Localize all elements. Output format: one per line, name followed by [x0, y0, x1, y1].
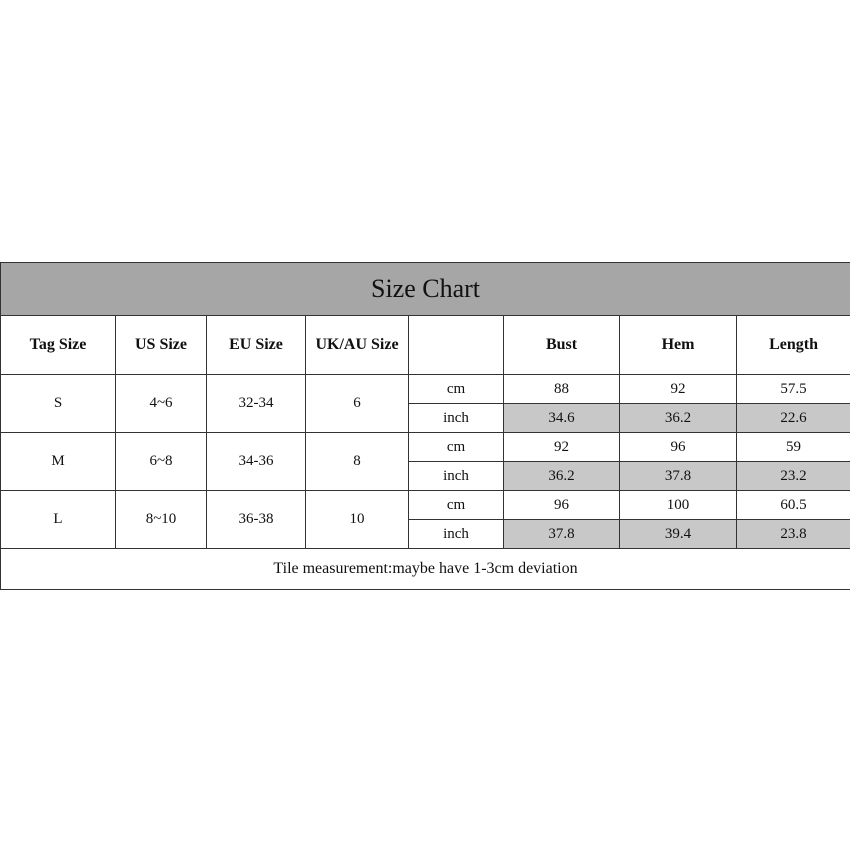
ukau-size-cell: 8	[306, 433, 409, 491]
hem-cell: 37.8	[620, 462, 737, 491]
length-cell: 60.5	[737, 491, 850, 520]
header-length: Length	[737, 316, 850, 375]
length-cell: 57.5	[737, 375, 850, 404]
header-hem: Hem	[620, 316, 737, 375]
unit-cell: cm	[409, 433, 504, 462]
size-chart-table	[0, 262, 850, 590]
header-eu-size: EU Size	[207, 316, 306, 375]
tag-size-cell: M	[1, 433, 116, 491]
eu-size-cell: 32-34	[207, 375, 306, 433]
header-unit	[409, 316, 504, 375]
unit-cell: cm	[409, 375, 504, 404]
length-cell: 59	[737, 433, 850, 462]
hem-cell: 96	[620, 433, 737, 462]
table-row	[1, 433, 850, 462]
unit-cell: inch	[409, 404, 504, 433]
hem-cell: 92	[620, 375, 737, 404]
title-row	[1, 263, 850, 316]
ukau-size-cell: 6	[306, 375, 409, 433]
chart-title: Size Chart	[1, 263, 850, 316]
bust-cell: 34.6	[504, 404, 620, 433]
length-cell: 23.8	[737, 520, 850, 549]
bust-cell: 37.8	[504, 520, 620, 549]
header-row	[1, 316, 850, 375]
header-ukau-size: UK/AU Size	[306, 316, 409, 375]
bust-cell: 88	[504, 375, 620, 404]
ukau-size-cell: 10	[306, 491, 409, 549]
measurement-note: Tile measurement:maybe have 1-3cm deviation	[1, 549, 850, 590]
tag-size-cell: L	[1, 491, 116, 549]
hem-cell: 100	[620, 491, 737, 520]
us-size-cell: 8~10	[116, 491, 207, 549]
table-row	[1, 491, 850, 520]
bust-cell: 92	[504, 433, 620, 462]
us-size-cell: 4~6	[116, 375, 207, 433]
unit-cell: cm	[409, 491, 504, 520]
us-size-cell: 6~8	[116, 433, 207, 491]
bust-cell: 36.2	[504, 462, 620, 491]
header-us-size: US Size	[116, 316, 207, 375]
hem-cell: 39.4	[620, 520, 737, 549]
length-cell: 23.2	[737, 462, 850, 491]
bust-cell: 96	[504, 491, 620, 520]
eu-size-cell: 36-38	[207, 491, 306, 549]
tag-size-cell: S	[1, 375, 116, 433]
length-cell: 22.6	[737, 404, 850, 433]
table-row	[1, 375, 850, 404]
header-bust: Bust	[504, 316, 620, 375]
eu-size-cell: 34-36	[207, 433, 306, 491]
hem-cell: 36.2	[620, 404, 737, 433]
unit-cell: inch	[409, 520, 504, 549]
header-tag-size: Tag Size	[1, 316, 116, 375]
note-row	[1, 549, 850, 590]
unit-cell: inch	[409, 462, 504, 491]
